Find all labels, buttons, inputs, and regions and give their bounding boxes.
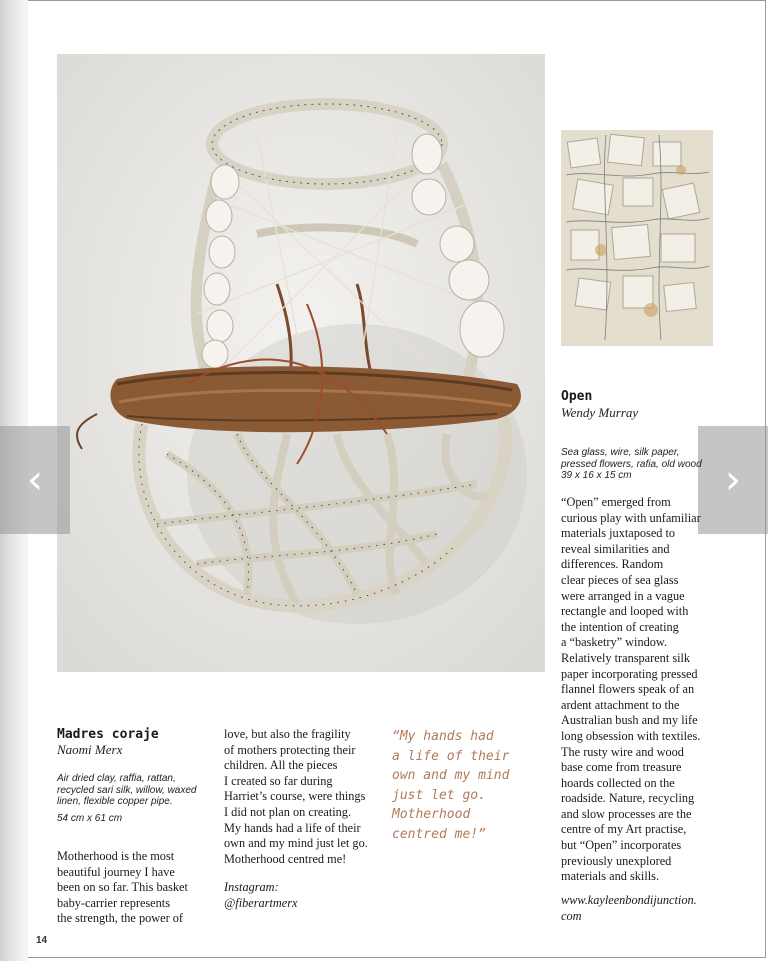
open-line: Australian bush and my life: [561, 713, 698, 728]
open-line: Relatively transparent silk: [561, 650, 691, 665]
madres-title: Madres coraje: [57, 727, 159, 742]
open-line: a “basketry” window.: [561, 635, 668, 650]
open-line: flannel flowers speak of an: [561, 682, 695, 697]
open-line: rectangle and looped with: [561, 604, 689, 619]
pull-quote: [392, 727, 542, 844]
open-line: and slow processes are the: [561, 806, 692, 821]
open-line: materials juxtaposed to: [561, 526, 676, 541]
chevron-right-icon: ›: [725, 457, 741, 503]
open-line: centre of my Art practise,: [561, 822, 687, 837]
open-line: long obsession with textiles.: [561, 728, 701, 743]
open-artist: Wendy Murray: [561, 405, 639, 420]
quote-line: just let go.: [392, 787, 486, 803]
quote-line: Motherhood: [392, 807, 471, 822]
open-line: The rusty wire and wood: [561, 744, 684, 759]
madres-dimensions: 54 cm x 61 cm: [57, 813, 123, 824]
madres-body-col1: [57, 849, 217, 927]
open-line: differences. Random: [561, 557, 664, 572]
open-line: reveal similarities and: [561, 541, 670, 556]
open-line: hoards collected on the: [561, 775, 675, 790]
body-line: beautiful journey I have: [57, 864, 175, 879]
open-line: ardent attachment to the: [561, 697, 680, 712]
artist-website-link[interactable]: [561, 893, 721, 924]
open-line: “Open” emerged from: [561, 495, 671, 509]
open-line: were arranged in a vague: [561, 588, 685, 603]
body-line: the strength, the power of: [57, 911, 184, 926]
instagram-handle[interactable]: @fiberartmerx: [224, 895, 298, 910]
body-line: Harriet’s course, were things: [224, 789, 366, 804]
open-materials: [561, 447, 711, 482]
chevron-left-icon: ‹: [27, 457, 43, 503]
open-line: clear pieces of sea glass: [561, 572, 679, 587]
open-description: [561, 495, 721, 885]
madres-coraje-photo: [57, 54, 545, 672]
open-line: materials and skills.: [561, 869, 660, 884]
website-line: com: [561, 908, 582, 923]
body-line: I created so far during: [224, 773, 333, 788]
sea-glass-image: [561, 130, 713, 346]
website-line: www.kayleenbondijunction.: [561, 893, 697, 907]
madres-body-col2: [224, 727, 384, 867]
body-line: love, but also the fragility: [224, 727, 351, 741]
basket-sculpture-image: [57, 54, 545, 672]
body-line: My hands had a life of their: [224, 820, 361, 835]
body-line: Motherhood centred me!: [224, 851, 347, 866]
open-line: paper incorporating pressed: [561, 666, 698, 681]
open-dimensions: 39 x 16 x 15 cm: [561, 470, 632, 481]
body-line: I did not plan on creating.: [224, 804, 352, 819]
quote-line: own and my mind: [392, 768, 510, 783]
open-line: previously unexplored: [561, 853, 672, 868]
open-line: but “Open” incorporates: [561, 838, 682, 853]
open-line: the intention of creating: [561, 619, 679, 634]
page-number: 14: [36, 935, 48, 946]
instagram-label: Instagram:: [224, 880, 279, 894]
quote-line: a life of their: [392, 748, 510, 764]
open-line: base come from treasure: [561, 760, 682, 775]
quote-line: “My hands had: [392, 729, 494, 744]
body-line: children. All the pieces: [224, 758, 338, 773]
quote-line: centred me!”: [392, 826, 486, 842]
open-line: roadside. Nature, recycling: [561, 791, 695, 806]
madres-materials: Air dried clay, raffia, rattan, recycled sari silk, willow, waxed linen, flexible copper pipe.: [57, 773, 197, 807]
madres-artist: Naomi Merx: [57, 742, 123, 757]
open-materials-text: Sea glass, wire, silk paper, pressed flowers, rafia, old wood: [561, 447, 702, 470]
instagram-credit: [224, 880, 297, 911]
open-line: curious play with unfamiliar: [561, 510, 701, 525]
body-line: been on so far. This basket: [57, 880, 188, 895]
body-line: own and my mind just let go.: [224, 836, 368, 851]
previous-page-button[interactable]: [0, 426, 70, 534]
body-line: of mothers protecting their: [224, 742, 356, 757]
body-line: Motherhood is the most: [57, 849, 175, 863]
body-line: baby-carrier represents: [57, 895, 170, 910]
open-artwork-photo: [561, 130, 713, 346]
open-title: Open: [561, 389, 593, 404]
